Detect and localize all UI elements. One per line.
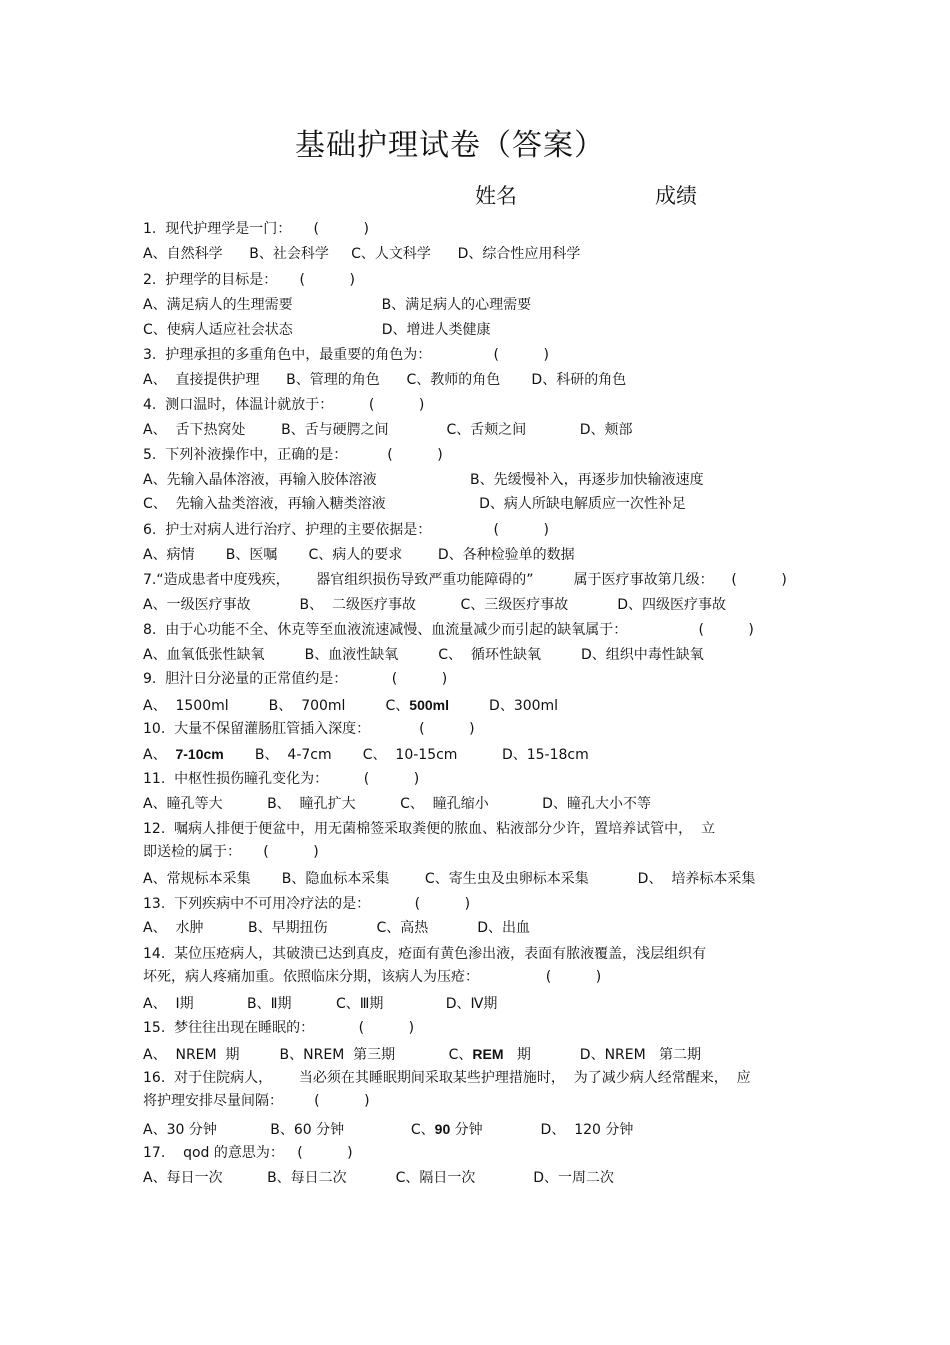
options-line: A、 1500ml B、 700ml C、500ml D、300ml [143, 697, 559, 714]
question-line: 12. 嘱病人排便于便盆中，用无菌棉签采取粪便的脓血、粘液部分少许，置培养试管中， 立 [143, 821, 716, 837]
answer-highlight: 500ml [409, 697, 449, 713]
question-line: 17. qod 的意思为： ( ) [143, 1145, 353, 1161]
options-line: A、一级医疗事故 B、 二级医疗事故 C、三级医疗事故 D、四级医疗事故 [143, 597, 727, 613]
question-line: 将护理安排尽量间隔： ( ) [143, 1093, 370, 1109]
answer-highlight: REM [472, 1046, 504, 1062]
options-line: A、 NREM 期 B、NREM 第三期 C、REM 期 D、NREM 第二期 [143, 1046, 702, 1063]
score-label: 成绩 [655, 184, 697, 208]
options-line: A、每日一次 B、每日二次 C、隔日一次 D、一周二次 [143, 1170, 615, 1186]
answer-highlight: 7-10cm [175, 746, 224, 762]
question-line: 3. 护理承担的多重角色中，最重要的角色为： ( ) [143, 347, 549, 363]
question-line: 8. 由于心功能不全、休克等至血液流速减慢、血流量减少而引起的缺氧属于： ( ) [143, 622, 754, 638]
options-line: A、血氧低张性缺氧 B、血液性缺氧 C、 循环性缺氧 D、组织中毒性缺氧 [143, 647, 704, 663]
options-line: A、30 分钟 B、60 分钟 C、90 分钟 D、 120 分钟 [143, 1121, 634, 1138]
question-line: 4. 测口温时，体温计就放于： ( ) [143, 397, 425, 413]
question-line: 即送检的属于： ( ) [143, 844, 319, 860]
options-line: A、常规标本采集 B、隐血标本采集 C、寄生虫及虫卵标本采集 D、 培养标本采集 [143, 871, 756, 887]
options-line: A、 舌下热窝处 B、舌与硬腭之间 C、舌颊之间 D、颊部 [143, 422, 633, 438]
options-line: A、满足病人的生理需要 B、满足病人的心理需要 [143, 297, 532, 313]
options-line: A、 直接提供护理 B、管理的角色 C、教师的角色 D、科研的角色 [143, 372, 627, 388]
question-line: 坏死，病人疼痛加重。依照临床分期，该病人为压疮： ( ) [143, 969, 602, 985]
question-line: 9. 胆汁日分泌量的正常值约是： ( ) [143, 671, 448, 687]
question-line: 10. 大量不保留灌肠肛管插入深度： ( ) [143, 721, 475, 737]
options-line: A、 7-10cm B、 4-7cm C、 10-15cm D、15-18cm [143, 746, 589, 763]
options-line: C、使病人适应社会状态 D、增进人类健康 [143, 322, 491, 338]
options-line: A、 水肿 B、早期扭伤 C、高热 D、出血 [143, 920, 531, 936]
page-title: 基础护理试卷（答案） [295, 128, 605, 163]
question-line: 15. 梦往往出现在睡眠的： ( ) [143, 1020, 415, 1036]
question-line: 1. 现代护理学是一门： ( ) [143, 221, 369, 237]
question-line: 7.“造成患者中度残疾， 器官组织损伤导致严重功能障碍的” 属于医疗事故第几级： ( ) [143, 572, 787, 588]
question-line: 16. 对于住院病人， 当必须在其睡眠期间采取某些护理措施时， 为了减少病人经常醒来， 应 [143, 1070, 751, 1086]
question-line: 2. 护理学的目标是： ( ) [143, 272, 355, 288]
name-label: 姓名 [475, 184, 517, 208]
answer-highlight: 90 [434, 1121, 451, 1137]
question-line: 14. 某位压疮病人，其破溃已达到真皮，疮面有黄色渗出液，表面有脓液覆盖，浅层组织有 [143, 946, 707, 962]
options-line: A、先输入晶体溶液，再输入胶体溶液 B、先缓慢补入，再逐步加快输液速度 [143, 472, 704, 488]
question-line: 11. 中枢性损伤瞳孔变化为： ( ) [143, 771, 420, 787]
question-line: 6. 护士对病人进行治疗、护理的主要依据是： ( ) [143, 522, 549, 538]
options-line: A、病情 B、医嘱 C、病人的要求 D、各种检验单的数据 [143, 547, 575, 563]
question-line: 13. 下列疾病中不可用冷疗法的是： ( ) [143, 896, 471, 912]
options-line: C、 先输入盐类溶液，再输入糖类溶液 D、病人所缺电解质应一次性补足 [143, 496, 686, 512]
options-line: A、 Ⅰ期 B、Ⅱ期 C、Ⅲ期 D、Ⅳ期 [143, 996, 498, 1012]
options-line: A、瞳孔等大 B、 瞳孔扩大 C、 瞳孔缩小 D、瞳孔大小不等 [143, 796, 651, 812]
question-line: 5. 下列补液操作中，正确的是： ( ) [143, 447, 443, 463]
options-line: A、自然科学 B、社会科学 C、人文科学 D、综合性应用科学 [143, 246, 581, 262]
